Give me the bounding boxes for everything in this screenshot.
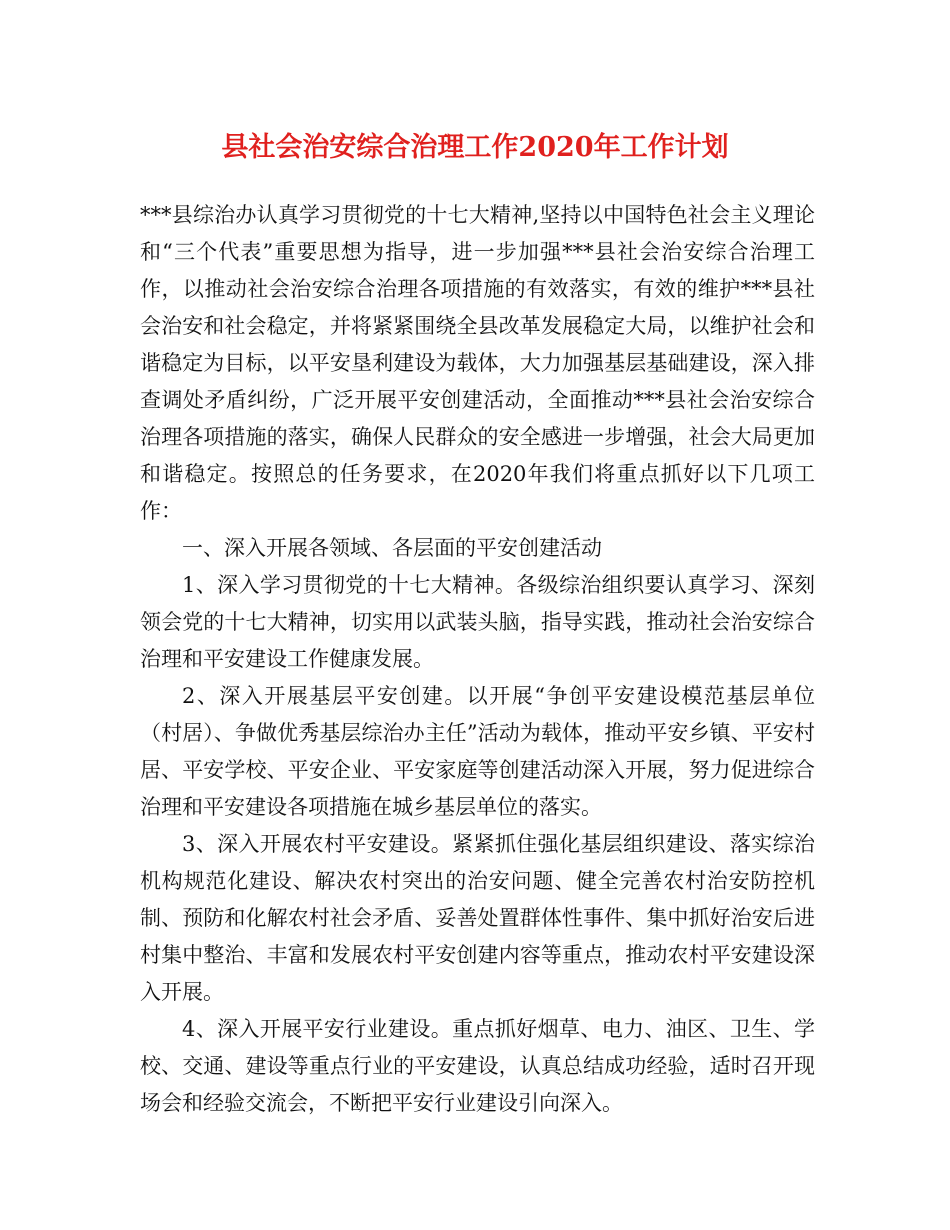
intro-paragraph: ***县综治办认真学习贯彻党的十七大精神,坚持以中国特色社会主义理论和“三个代表”重要思想为指导，进一步加强***县社会治安综合治理工作，以推动社会治安综合治理各项措施的有效落实，有效的维护***县社会治安和社会稳定，并将紧紧围绕全县改革发展稳定大局，以维护社会和谐稳定为目标，以平安垦利建设为载体，大力加强基层基础建设，深入排查调处矛盾纠纷，广泛开展平安创建活动，全面推动***县社会治安综合治理各项措施的落实，确保人民群众的安全感进一步增强，社会大局更加和谐稳定。按照总的任务要求，在2020年我们将重点抓好以下几项工作： <box>140 203 815 523</box>
item-paragraph-2: 2、深入开展基层平安创建。以开展“争创平安建设模范基层单位（村居）、争做优秀基层综治办主任”活动为载体，推动平安乡镇、平安村居、平安学校、平安企业、平安家庭等创建活动深入开展，努力促进综合治理和平安建设各项措施在城乡基层单位的落实。 <box>140 684 815 819</box>
item-paragraph-4: 4、深入开展平安行业建设。重点抓好烟草、电力、油区、卫生、学校、交通、建设等重点行业的平安建设，认真总结成功经验，适时召开现场会和经验交流会，不断把平安行业建设引向深入。 <box>140 1017 815 1115</box>
document-body <box>140 197 815 1122</box>
section-heading-1: 一、深入开展各领域、各层面的平安创建活动 <box>182 536 602 560</box>
document-title: 县社会治安综合治理工作2020年工作计划 <box>221 132 729 163</box>
item-paragraph-3: 3、深入开展农村平安建设。紧紧抓住强化基层组织建设、落实综治机构规范化建设、解决农村突出的治安问题、健全完善农村治安防控机制、预防和化解农村社会矛盾、妥善处置群体性事件、集中抓好治安后进村集中整治、丰富和发展农村平安创建内容等重点，推动农村平安建设深入开展。 <box>140 832 815 1004</box>
item-paragraph-1: 1、深入学习贯彻党的十七大精神。各级综治组织要认真学习、深刻领会党的十七大精神，切实用以武装头脑，指导实践，推动社会治安综合治理和平安建设工作健康发展。 <box>140 573 815 671</box>
